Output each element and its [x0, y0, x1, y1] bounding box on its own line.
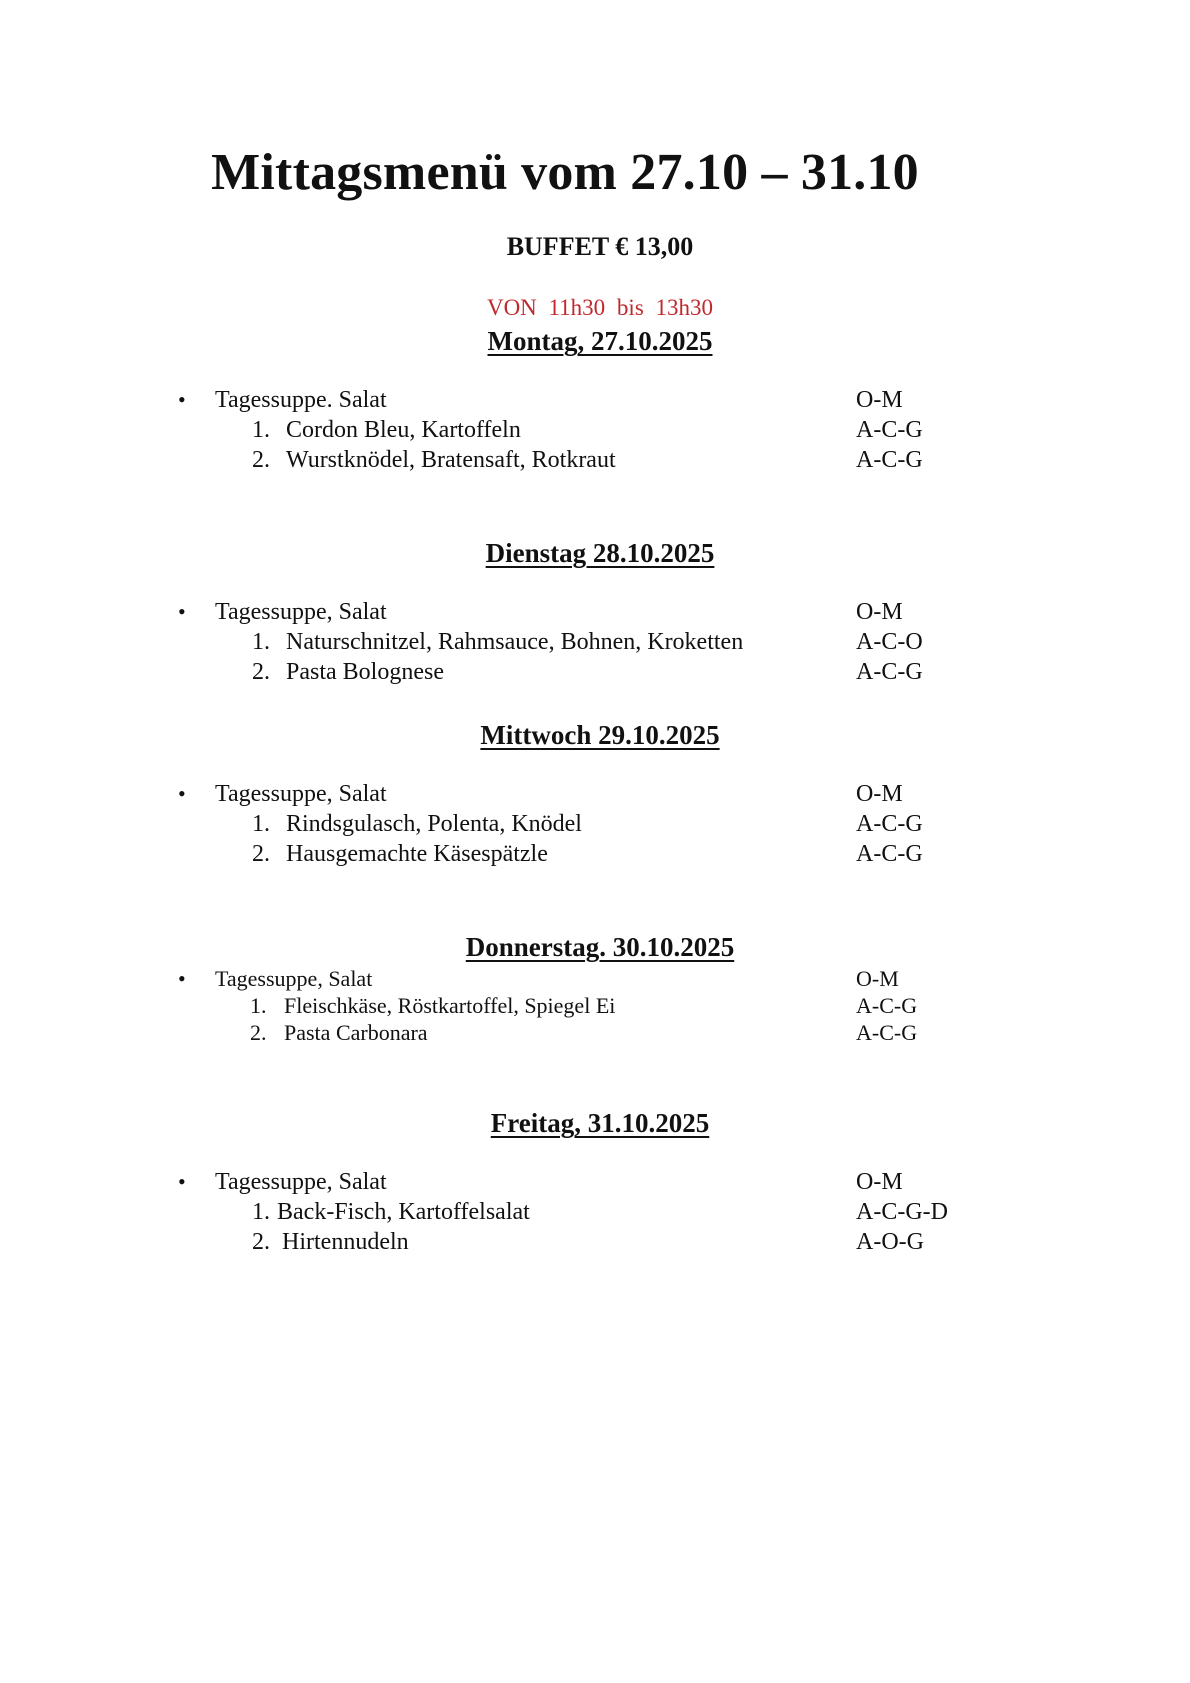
- day-heading: Montag, 27.10.2025: [487, 326, 713, 356]
- allergen-code: A-C-G: [856, 841, 923, 867]
- allergen-code: O-M: [856, 387, 903, 413]
- dish-number: 1.: [252, 629, 270, 655]
- soup-salad-item: Tagessuppe, Salat: [215, 1169, 387, 1195]
- day-heading: Dienstag 28.10.2025: [485, 538, 715, 568]
- soup-salad-item: Tagessuppe. Salat: [215, 387, 387, 413]
- dish-name: Back-Fisch, Kartoffelsalat: [277, 1199, 530, 1225]
- dish-name: Fleischkäse, Röstkartoffel, Spiegel Ei: [284, 993, 616, 1018]
- dish-name: Cordon Bleu, Kartoffeln: [286, 417, 521, 443]
- allergen-code: O-M: [856, 966, 899, 991]
- allergen-code: O-M: [856, 599, 903, 625]
- allergen-code: A-C-G-D: [856, 1199, 948, 1225]
- allergen-code: A-C-G: [856, 417, 923, 443]
- day-heading: Mittwoch 29.10.2025: [480, 720, 720, 750]
- day-heading: Donnerstag. 30.10.2025: [465, 932, 735, 962]
- allergen-code: A-C-G: [856, 811, 923, 837]
- dish-number: 1.: [252, 1199, 270, 1225]
- dish-number: 1.: [252, 417, 270, 443]
- dish-number: 2.: [250, 1020, 267, 1045]
- allergen-code: A-O-G: [856, 1229, 924, 1255]
- dish-number: 1.: [252, 811, 270, 837]
- allergen-code: A-C-O: [856, 629, 923, 655]
- dish-name: Pasta Carbonara: [284, 1020, 428, 1045]
- bullet-icon: •: [178, 781, 186, 806]
- buffet-price: BUFFET € 13,00: [506, 232, 694, 261]
- dish-name: Naturschnitzel, Rahmsauce, Bohnen, Kroketten: [286, 629, 744, 655]
- dish-number: 2.: [252, 659, 270, 685]
- soup-salad-item: Tagessuppe, Salat: [215, 966, 373, 991]
- allergen-code: A-C-G: [856, 447, 923, 473]
- bullet-icon: •: [178, 966, 186, 991]
- allergen-code: O-M: [856, 1169, 903, 1195]
- dish-number: 2.: [252, 447, 270, 473]
- dish-name: Hausgemachte Käsespätzle: [286, 841, 548, 867]
- allergen-code: A-C-G: [856, 1020, 918, 1045]
- soup-salad-item: Tagessuppe, Salat: [215, 781, 387, 807]
- day-heading: Freitag, 31.10.2025: [490, 1108, 710, 1138]
- dish-number: 1.: [250, 993, 267, 1018]
- dish-name: Hirtennudeln: [282, 1229, 409, 1255]
- bullet-icon: •: [178, 1169, 186, 1194]
- allergen-code: A-C-G: [856, 993, 918, 1018]
- dish-name: Rindsgulasch, Polenta, Knödel: [286, 811, 582, 837]
- dish-name: Pasta Bolognese: [286, 659, 444, 685]
- opening-hours: VON 11h30 bis 13h30: [486, 295, 714, 320]
- dish-number: 2.: [252, 841, 270, 867]
- bullet-icon: •: [178, 387, 186, 412]
- allergen-code: A-C-G: [856, 659, 923, 685]
- soup-salad-item: Tagessuppe, Salat: [215, 599, 387, 625]
- dish-name: Wurstknödel, Bratensaft, Rotkraut: [286, 447, 616, 473]
- bullet-icon: •: [178, 599, 186, 624]
- menu-title: Mittagsmenü vom 27.10 – 31.10: [211, 144, 919, 201]
- dish-number: 2.: [252, 1229, 270, 1255]
- allergen-code: O-M: [856, 781, 903, 807]
